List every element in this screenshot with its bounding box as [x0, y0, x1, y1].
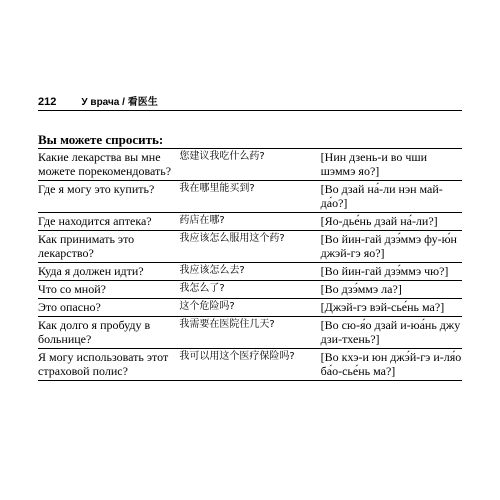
russian-phrase: Я могу использовать этот страховой полис? — [38, 349, 179, 381]
table-row — [38, 213, 462, 231]
chinese-phrase: 您建议我吃什么药? — [179, 149, 320, 181]
page-number: 212 — [38, 96, 57, 108]
chinese-phrase: 药店在哪? — [179, 213, 320, 231]
phrase-table — [38, 148, 462, 381]
transliteration: [Джэй-гэ вэй-сье́нь ма?] — [321, 299, 462, 317]
russian-phrase: Это опасно? — [38, 299, 179, 317]
section-title: Вы можете спросить: — [38, 132, 164, 147]
chinese-phrase: 我需要在医院住几天? — [179, 317, 320, 349]
chinese-phrase: 我怎么了? — [179, 281, 320, 299]
page-header — [38, 93, 462, 108]
transliteration: [Яо-дье́нь дзай на́-ли?] — [321, 213, 462, 231]
chinese-phrase: 我应该怎么去? — [179, 263, 320, 281]
table-row — [38, 231, 462, 263]
russian-phrase: Как долго я пробуду в больнице? — [38, 317, 179, 349]
table-row — [38, 281, 462, 299]
table-row — [38, 317, 462, 349]
table-row — [38, 299, 462, 317]
russian-phrase: Где находится аптека? — [38, 213, 179, 231]
chinese-phrase: 我在哪里能买到? — [179, 181, 320, 213]
chinese-phrase: 这个危险吗? — [179, 299, 320, 317]
russian-phrase: Какие лекарства вы мне можете порекомендовать? — [38, 149, 179, 181]
russian-phrase: Куда я должен идти? — [38, 263, 179, 281]
russian-phrase: Где я могу это купить? — [38, 181, 179, 213]
header-rule — [38, 110, 462, 111]
transliteration: [Во дзэ́ммэ ла?] — [321, 281, 462, 299]
transliteration: [Во йин-гай дзэ́ммэ фу-ю́н джэй-гэ яо?] — [321, 231, 462, 263]
running-head: У врача / 看医生 — [81, 97, 158, 108]
table-row — [38, 263, 462, 281]
phrase-table-body — [38, 149, 462, 381]
table-row — [38, 181, 462, 213]
table-row — [38, 149, 462, 181]
russian-phrase: Что со мной? — [38, 281, 179, 299]
transliteration: [Во сю-я́о дзай и-юа́нь джу дзи-тхень?] — [321, 317, 462, 349]
transliteration: [Во йин-гай дзэ́ммэ чю?] — [321, 263, 462, 281]
transliteration: [Нин дзень-и во чши шэммэ яо?] — [321, 149, 462, 181]
chinese-phrase: 我可以用这个医疗保险吗? — [179, 349, 320, 381]
transliteration: [Во кхэ-и юн джэ́й-гэ и-ля́о ба́о-сье́нь ма?] — [321, 349, 462, 381]
table-row — [38, 349, 462, 381]
chinese-phrase: 我应该怎么服用这个药? — [179, 231, 320, 263]
russian-phrase: Как принимать это лекарство? — [38, 231, 179, 263]
transliteration: [Во дзай на́-ли нэн май-да́о?] — [321, 181, 462, 213]
